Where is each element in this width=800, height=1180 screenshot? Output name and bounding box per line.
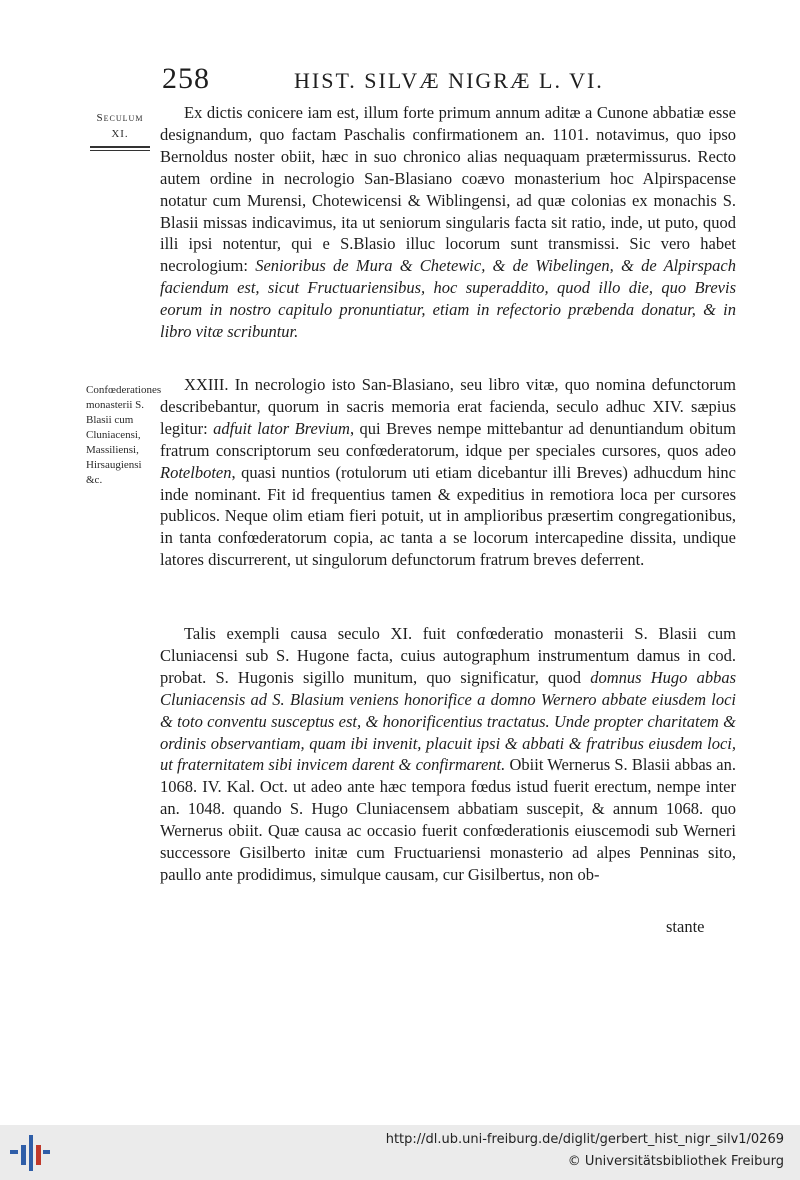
paragraph-1-quote: Senioribus de Mura & Chetewic, & de Wibelingen, & de Alpirspach faciendum est, sicut Fructuariensibus, hoc superaddito, quod illo die, quo Brevis eorum in nostro capitulo pronuntiatur, etiam in refectorio præbenda donatur, & in libro vitæ scribuntur.	[160, 256, 736, 342]
paragraph-3-quote: domnus Hugo abbas Cluniacensis ad S. Blasium veniens honorifice a domno Wernero abbate eiusdem loci & toto conventu susceptus est, & honorificentius tractatus. Unde propter charitatem & ordinis observantiam, quam ibi invenit, placuit ipsi & abbati & fratribus eiusdem loci, ut fraternitatem sibi invicem darent & confirmarent.	[160, 667, 736, 775]
catchword: stante	[666, 917, 705, 936]
ub-freiburg-logo-icon	[8, 1131, 52, 1175]
paragraph-2-quote-1: adfuit lator Brevium	[213, 418, 350, 438]
paragraph-2-text-a: XXIII. In necrologio isto San-Blasiano, seu libro vitæ, quo nomina defunctorum describebantur, quorum in sacris memoria erat facienda, seculo adhuc XIV. sæpius legitur:	[160, 375, 736, 438]
paragraph-3-text-b: Obiit Wernerus S. Blasii abbas an. 1068. IV. Kal. Oct. ut adeo ante hæc tempora fœdus istud fuerit erectum, nempe inter an. 1048. quando S. Hugo Cluniacensem abbatiam suscepit, & annum 1068. quo Wernerus obiit. Quæ causa ac occasio fuerit confœderationis eiuscemodi sub Werneri successore Gisilberto initæ cum Fructuariensi monasterio ad alpes Penninas sito, paullo ante prodidimus, simulque causam, cur Gisilbertus, non ob-	[160, 755, 737, 884]
paragraph-2-text-b: , qui Breves nempe mittebantur ad denuntiandum obitum fratrum conscriptorum seu confœderatorum, idque per speciales cursores, quos adeo	[160, 418, 736, 460]
footer-copyright: © Universitätsbibliothek Freiburg	[567, 1154, 784, 1169]
paragraph-3-text-a: Talis exempli causa seculo XI. fuit confœderatio monasterii S. Blasii cum Cluniacensi sub S. Hugone facta, cuius autographum instrumentum damus in cod. probat. S. Hugonis sigillo munitum, quo significatur, quod	[160, 624, 736, 687]
paragraph-3	[160, 623, 736, 886]
margin-note-confoederationes: Confœderationes monasterii S. Blasii cum Cluniacensi, Massiliensi, Hirsaugiensi &c.	[86, 384, 162, 486]
paragraph-2-text-c: , quasi nuntios (rotulorum uti etiam dicebantur illi Breves) adhucdum hinc inde nominant. Fit id frequentius tamen & expeditius in remotiora loca per cursores publicos. Neque olim etiam fieri potuit, ut in amplioribus præsertim congregationibus, in tanta confœderatorum copia, ac tanta a se locorum intercapedine dissita, undique latores discurrerent, ut singulorum defunctorum fratrum breves deferrent.	[160, 462, 736, 570]
paragraph-2-quote-2: Rotelboten	[160, 462, 232, 482]
paragraph-2	[160, 374, 736, 571]
seculum-label: Seculum	[96, 112, 144, 124]
seculum-rule	[90, 146, 150, 148]
viewer-footer	[0, 1125, 800, 1180]
running-head: HIST. SILVÆ NIGRÆ L. VI.	[294, 68, 604, 93]
seculum-rule-thin	[90, 150, 150, 151]
paragraph-1	[160, 102, 736, 343]
seculum-number: XI.	[111, 128, 129, 140]
page-number: 258	[162, 62, 210, 95]
paragraph-1-text: Ex dictis conicere iam est, illum forte primum annum aditæ a Cunone abbatiæ esse designandum, quo factam Paschalis confirmationem an. 1101. notavimus, quo ipso Bernoldus noster obiit, hæc in suo chronico alias nequaquam prætermissurus. Recto autem ordine in necrologio San-Blasiano coævo monasterium hoc Alpirspacense notatur cum Murensi, Chotewicensi & Wiblingensi, ad quæ colonias ex monachis S. Blasii missas indicavimus, ita ut seniorum singularis facta sit ratio, inde, ut puto, quod illi ipsi notentur, qui e S.Blasio illuc locorum sunt transmissi. Sic vero habet necrologium:	[160, 103, 736, 276]
page-header	[162, 62, 722, 102]
margin-note-seculum	[88, 110, 152, 151]
footer-url-link[interactable]: http://dl.ub.uni-freiburg.de/diglit/gerbert_hist_nigr_silv1/0269	[385, 1132, 784, 1147]
